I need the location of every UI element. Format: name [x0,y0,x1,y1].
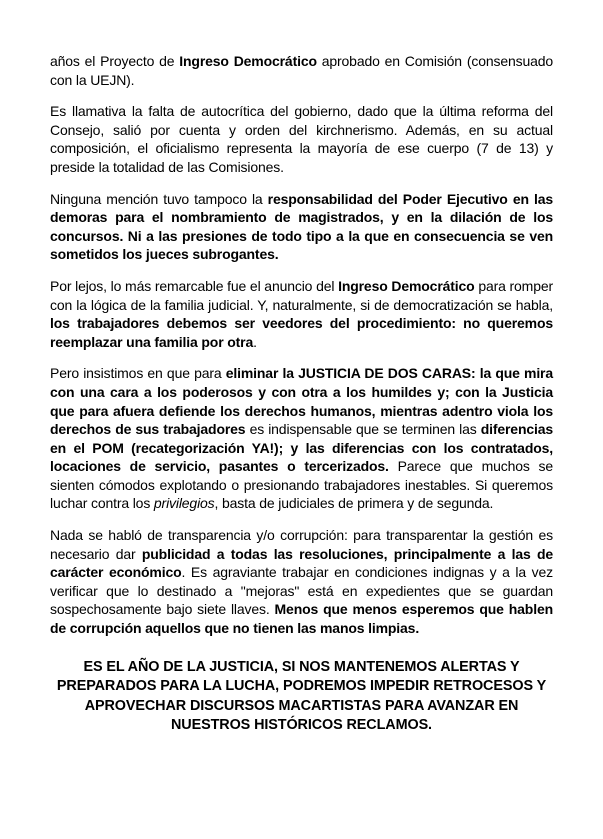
bold-text-run: Menos que menos esperemos que hablen de corrupción aquellos que no tienen las manos limpias. [50,601,553,637]
text-run: Pero insistimos en que para [50,365,226,382]
text-run: aprobado en Comisión (consensuado con la UEJN). [50,53,553,88]
closing-statement: ES EL AÑO DE LA JUSTICIA, SI NOS MANTENEMOS ALERTAS Y PREPARADOS PARA LA LUCHA, PODREMOS IMPEDIR RETROCESOS Y APROVECHAR DISCURSOS MACARTISTAS PARA AVANZAR EN NUESTROS HISTÓRICOS RECLAMOS. [56,658,547,734]
bold-text-run: Ingreso Democrático [179,53,317,69]
text-run: Nada se habló de transparencia y/o corrupción: para transparentar la gestión es necesario dar [50,527,553,562]
text-run: Ninguna mención tuvo tampoco la [50,190,268,207]
text-run: Por lejos, lo más remarcable fue el anuncio del [50,277,339,294]
bold-text-run: publicidad a todas las resoluciones, principalmente a las de carácter económico [50,545,553,581]
bold-text-run: Ingreso Democrático [338,277,475,294]
bold-text-run: responsabilidad del Poder Ejecutivo en las demoras para el nombramiento de magistrados, y en la dilación de los concursos. Ni a las presiones de todo tipo a la que en consecuencia se ven sometidos los jueces subrogantes. [50,190,553,263]
paragraph-justicia-dos-caras [50,364,553,513]
bold-text-run: los trabajadores debemos ser veedores del procedimiento: no queremos reemplazar una familia por otra [50,315,553,350]
text-run: años el Proyecto de [50,53,180,69]
text-run: , basta de judiciales de primera y de segunda. [214,495,494,512]
paragraph-ingreso-democratico-continuation [50,52,553,89]
document-body [50,52,553,638]
text-run: Es llamativa la falta de autocrítica del gobierno, dado que la última reforma del Consejo, salió por cuenta y orden del kirchnerismo. Además, en su actual composición, el oficialismo representa la mayoría de ese cuerpo (7 de 13) y preside la totalidad de las Comisiones. [50,103,553,175]
bold-text-run: eliminar la JUSTICIA DE DOS CARAS: la que mira con una cara a los poderosos y con otra a los humildes y; con la Justicia que para afuera defiende los derechos humanos, mientras adentro viola los derechos de sus trabajadores [50,365,553,438]
italic-text-run: privilegios [153,495,215,512]
paragraph-autocritica [50,102,553,176]
bold-text-run: diferencias en el POM (recategorización YA!); y las diferencias con los contratados, locaciones de servicio, pasantes o tercerizados. [50,421,553,475]
text-run: es indispensable que se terminen las [245,421,481,438]
text-run: Parece que muchos se sienten cómodos explotando o presionando trabajadores inestables. Si queremos luchar contra los [50,458,553,512]
paragraph-ingreso-anuncio [50,277,553,351]
text-run: para romper con la lógica de la familia judicial. Y, naturalmente, si de democratización se habla, [50,277,553,313]
text-run: . Es agraviante trabajar en condiciones indignas y a la vez verificar que lo destinado a "mejoras" está en expedientes que se guardan sospechosamente bajo siete llaves. [50,564,553,618]
paragraph-poder-ejecutivo [50,190,553,264]
text-run: . [253,333,257,350]
paragraph-transparencia [50,526,553,638]
